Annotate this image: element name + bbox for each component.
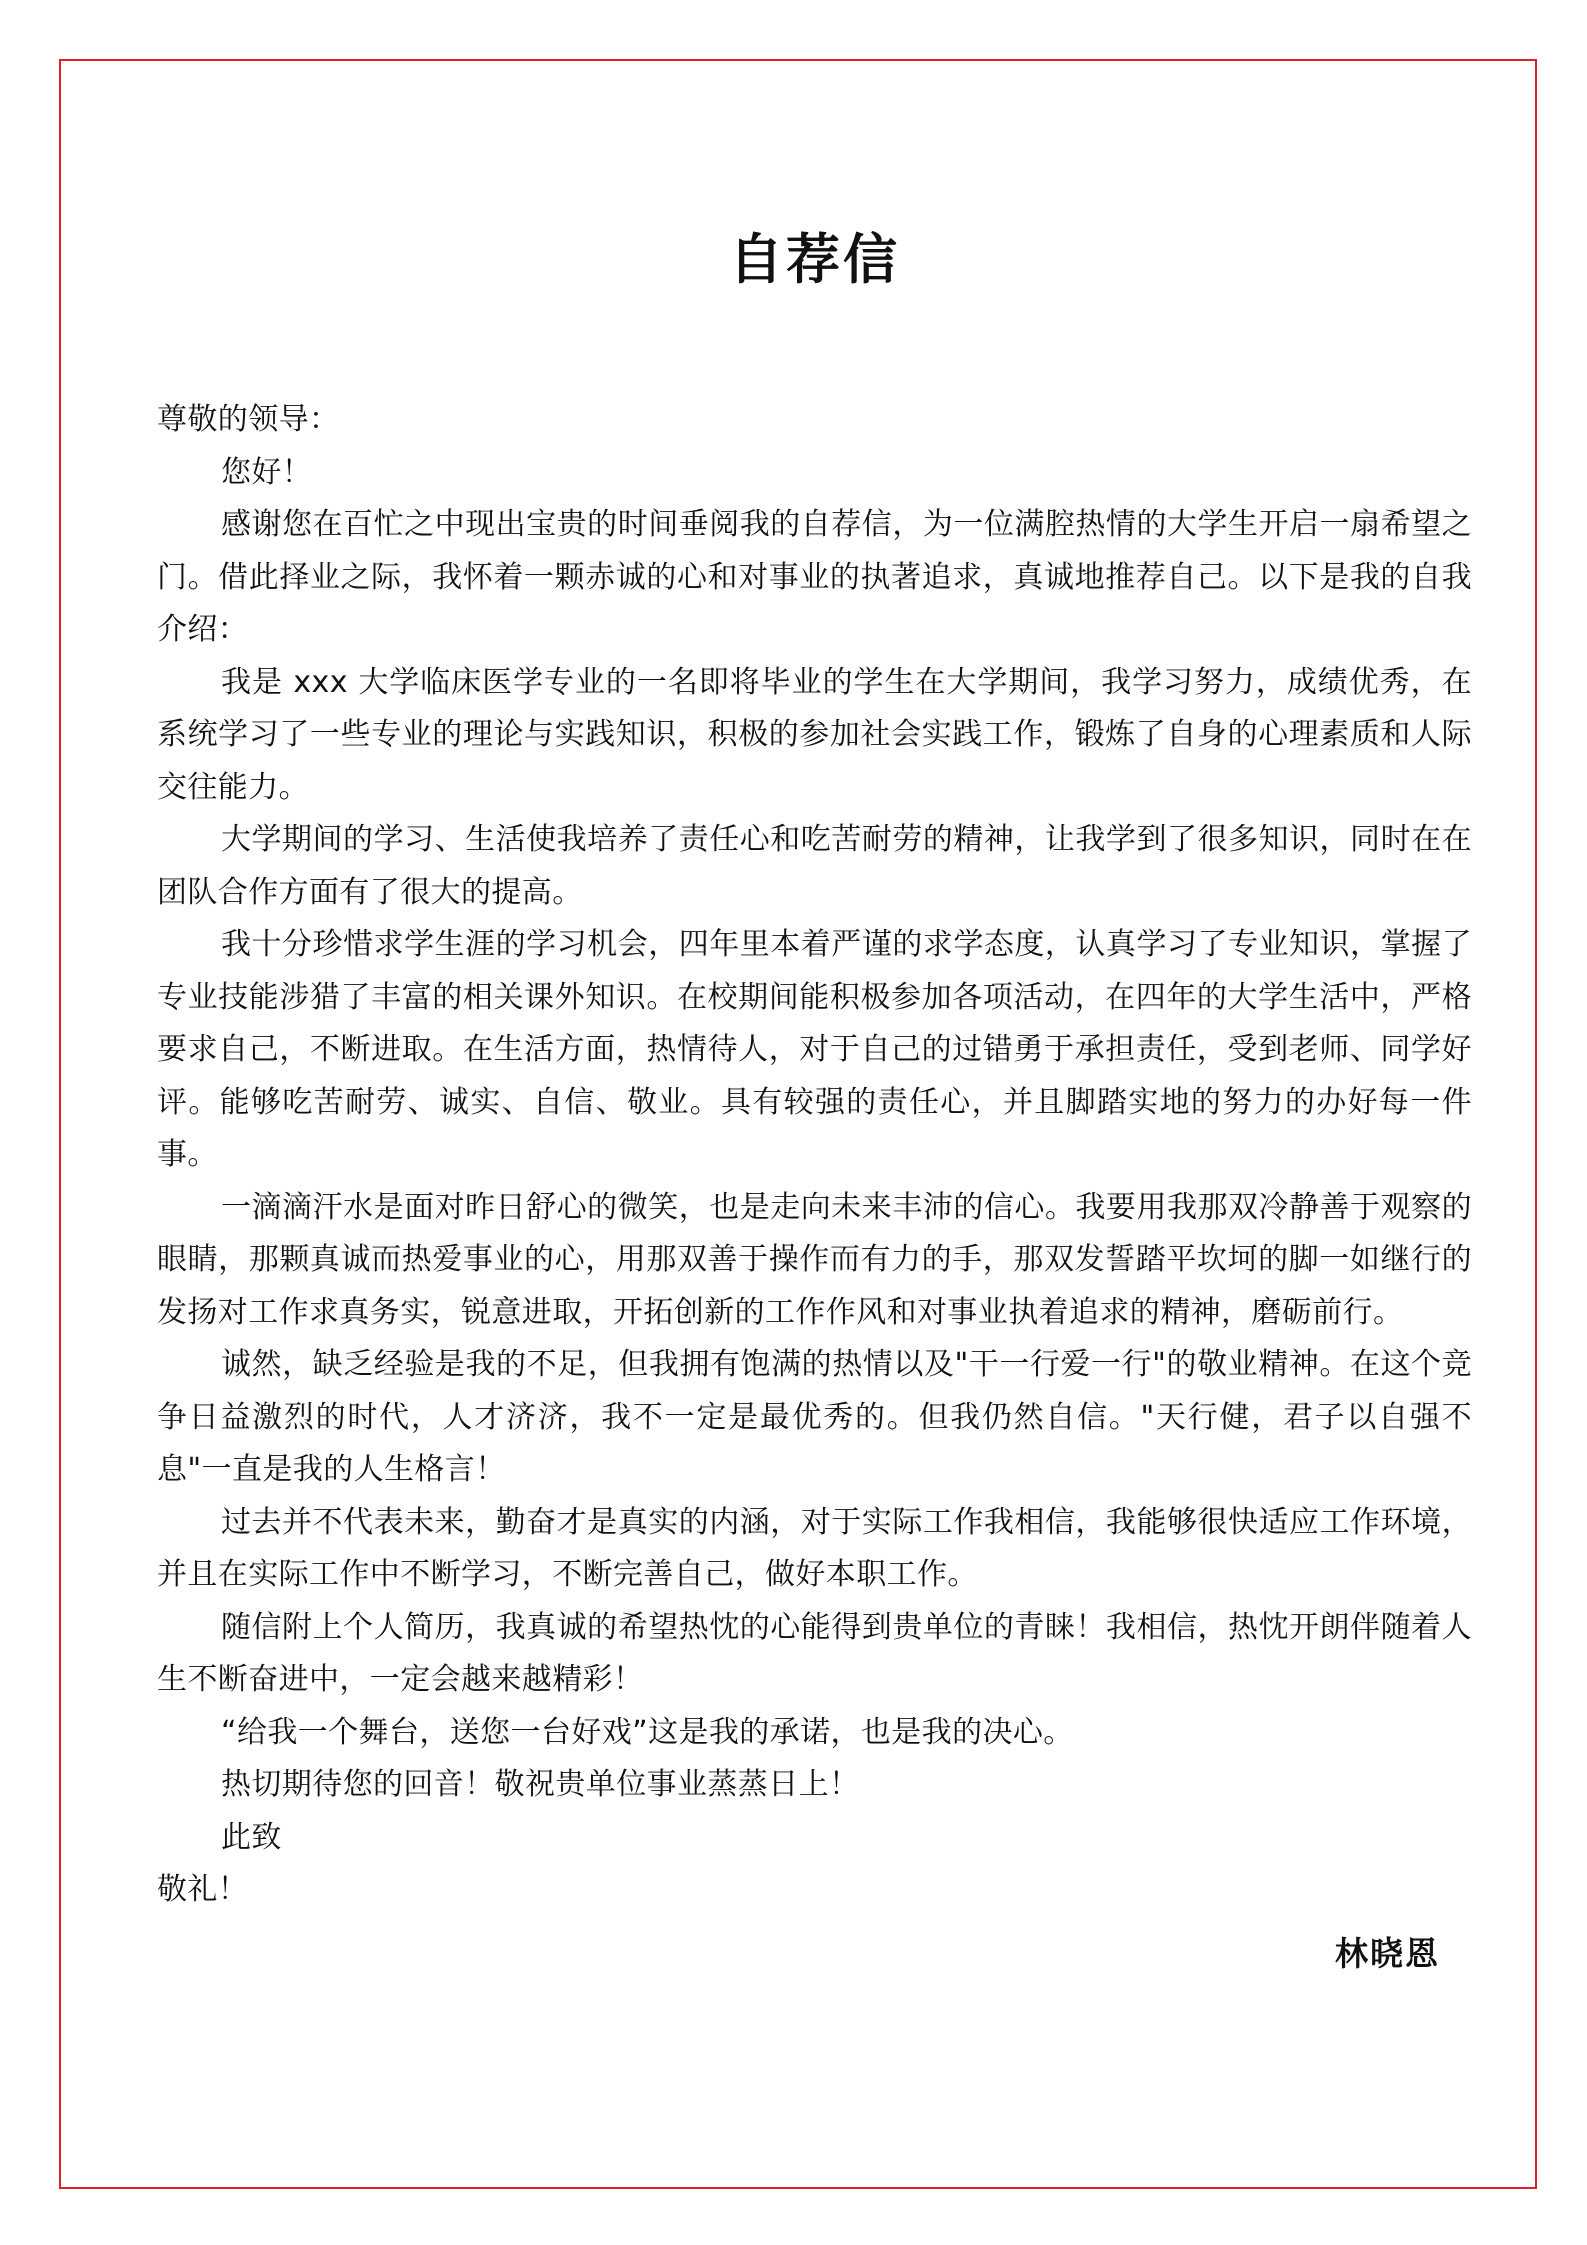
letter-title: 自荐信 [729,228,900,291]
paragraph-university-growth: 大学期间的学习、生活使我培养了责任心和吃苦耐劳的精神，让我学到了很多知识，同时在在团队合作方面有了很大的提高。 [157,822,1472,910]
salutation: 尊敬的领导： [157,402,340,437]
regards-line: 敬礼！ [157,1872,249,1907]
paragraph-confidence: 诚然，缺乏经验是我的不足，但我拥有饱满的热情以及"干一行爱一行"的敬业精神。在这个竞争日益激烈的时代，人才济济，我不一定是最优秀的。但我仍然自信。"天行健，君子以自强不息"一直是我的人生格言！ [157,1347,1472,1487]
paragraph-appreciation: 感谢您在百忙之中现出宝贵的时间垂阅我的自荐信，为一位满腔热情的大学生开启一扇希望之门。借此择业之际，我怀着一颗赤诚的心和对事业的执著追求，真诚地推荐自己。以下是我的自我介绍： [157,507,1472,647]
letter-document [157,218,1472,1981]
paragraph-promise: “给我一个舞台，送您一台好戏”这是我的承诺，也是我的决心。 [221,1714,1074,1750]
greeting: 您好！ [221,454,313,490]
paragraph-introduction: 我是 xxx 大学临床医学专业的一名即将毕业的学生在大学期间，我学习努力，成绩优秀，在系统学习了一些专业的理论与实践知识，积极的参加社会实践工作，锻炼了自身的心理素质和人际交往能力。 [157,664,1472,805]
paragraph-best-wishes: 热切期待您的回音！敬祝贵单位事业蒸蒸日上！ [221,1767,860,1802]
paragraph-resume-note: 随信附上个人简历，我真诚的希望热忱的心能得到贵单位的青睐！我相信，热忱开朗伴随着人生不断奋进中，一定会越来越精彩！ [157,1609,1472,1697]
paragraph-aspiration: 一滴滴汗水是面对昨日舒心的微笑，也是走向未来丰沛的信心。我要用我那双冷静善于观察的眼睛，那颗真诚而热爱事业的心，用那双善于操作而有力的手，那双发誓踏平坎坷的脚一如继行的发扬对工作求真务实，锐意进取，开拓创新的工作作风和对事业执着追求的精神，磨砺前行。 [157,1189,1472,1330]
paragraph-study-life: 我十分珍惜求学生涯的学习机会，四年里本着严谨的求学态度，认真学习了专业知识，掌握了专业技能涉猎了丰富的相关课外知识。在校期间能积极参加各项活动，在四年的大学生活中，严格要求自己，不断进取。在生活方面，热情待人，对于自己的过错勇于承担责任，受到老师、同学好评。能够吃苦耐劳、诚实、自信、敬业。具有较强的责任心，并且脚踏实地的努力的办好每一件事。 [157,927,1472,1172]
signature-name: 林晓恩 [1335,1933,1440,1973]
paragraph-future-work: 过去并不代表未来，勤奋才是真实的内涵，对于实际工作我相信，我能够很快适应工作环境，并且在实际工作中不断学习，不断完善自己，做好本职工作。 [157,1504,1472,1592]
closing-line: 此致 [221,1819,282,1855]
